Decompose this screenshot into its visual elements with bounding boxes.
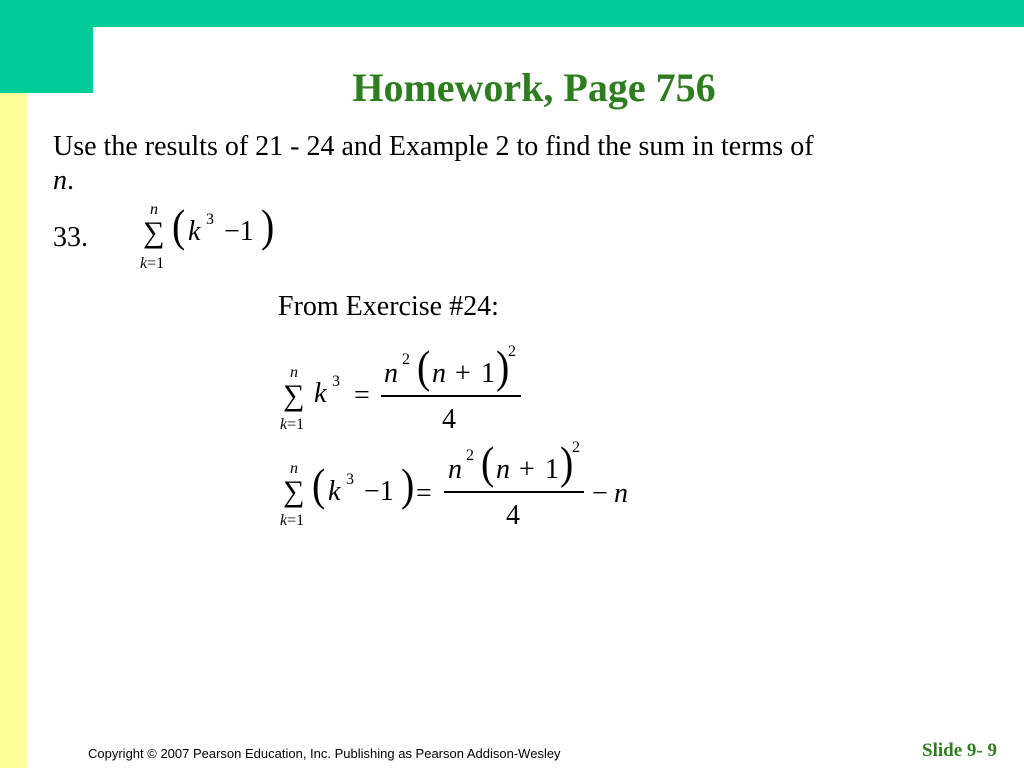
denominator-4: 4 bbox=[442, 404, 456, 435]
var-n: n bbox=[496, 454, 510, 485]
sum-lower-limit: k=1 bbox=[280, 512, 305, 529]
left-paren: ( bbox=[417, 340, 431, 393]
prompt-period: . bbox=[67, 165, 74, 196]
left-paren: ( bbox=[481, 436, 495, 489]
exponent-3: 3 bbox=[346, 471, 354, 488]
minus-sign: − bbox=[592, 478, 608, 509]
prompt-text: Use the results of 21 - 24 and Example 2 to find the sum in terms of bbox=[53, 131, 814, 162]
var-k: k bbox=[188, 216, 201, 247]
fraction-bar bbox=[444, 491, 584, 493]
sigma-symbol: ∑ bbox=[283, 475, 305, 508]
left-paren: ( bbox=[312, 458, 326, 511]
sigma-symbol: ∑ bbox=[283, 379, 305, 412]
sum-upper-limit: n bbox=[290, 460, 298, 477]
prompt-variable: n bbox=[53, 165, 67, 196]
equals-sign: = bbox=[416, 478, 432, 509]
equals-sign: = bbox=[354, 380, 370, 411]
var-k: k bbox=[328, 476, 341, 507]
digit-one: 1 bbox=[545, 454, 559, 485]
right-paren: ) bbox=[496, 340, 510, 393]
sum-lower-limit: k=1 bbox=[140, 255, 165, 272]
sum-lower-limit: k=1 bbox=[280, 416, 305, 433]
minus-one: −1 bbox=[364, 476, 394, 507]
sigma-symbol: ∑ bbox=[143, 216, 165, 249]
top-accent-bar bbox=[0, 0, 1024, 27]
var-k: k bbox=[314, 378, 327, 409]
right-paren: ) bbox=[261, 199, 275, 252]
slide-number: Slide 9- 9 bbox=[922, 740, 997, 761]
right-paren: ) bbox=[560, 436, 574, 489]
var-n: n bbox=[384, 358, 398, 389]
from-exercise-label: From Exercise #24: bbox=[278, 291, 499, 322]
exponent-3: 3 bbox=[206, 211, 214, 228]
plus-sign: + bbox=[455, 358, 471, 389]
fraction-bar bbox=[381, 395, 521, 397]
var-n: n bbox=[448, 454, 462, 485]
var-n: n bbox=[614, 478, 628, 509]
exponent-2: 2 bbox=[402, 351, 410, 368]
problem-prompt bbox=[53, 130, 1003, 198]
exponent-2: 2 bbox=[508, 343, 516, 360]
right-paren: ) bbox=[401, 458, 415, 511]
sum-upper-limit: n bbox=[290, 364, 298, 381]
exponent-2: 2 bbox=[466, 447, 474, 464]
exponent-2: 2 bbox=[572, 439, 580, 456]
left-paren: ( bbox=[172, 199, 186, 252]
sum-upper-limit: n bbox=[150, 201, 158, 218]
digit-one: 1 bbox=[481, 358, 495, 389]
left-accent-strip bbox=[0, 93, 27, 768]
problem-number: 33. bbox=[53, 222, 88, 253]
slide-title: Homework, Page 756 bbox=[352, 65, 716, 110]
plus-sign: + bbox=[519, 454, 535, 485]
exponent-3: 3 bbox=[332, 373, 340, 390]
footer-copyright: Copyright © 2007 Pearson Education, Inc. Publishing as Pearson Addison-Wesley bbox=[88, 746, 561, 761]
minus-one: −1 bbox=[224, 216, 254, 247]
var-n: n bbox=[432, 358, 446, 389]
denominator-4: 4 bbox=[506, 500, 520, 531]
